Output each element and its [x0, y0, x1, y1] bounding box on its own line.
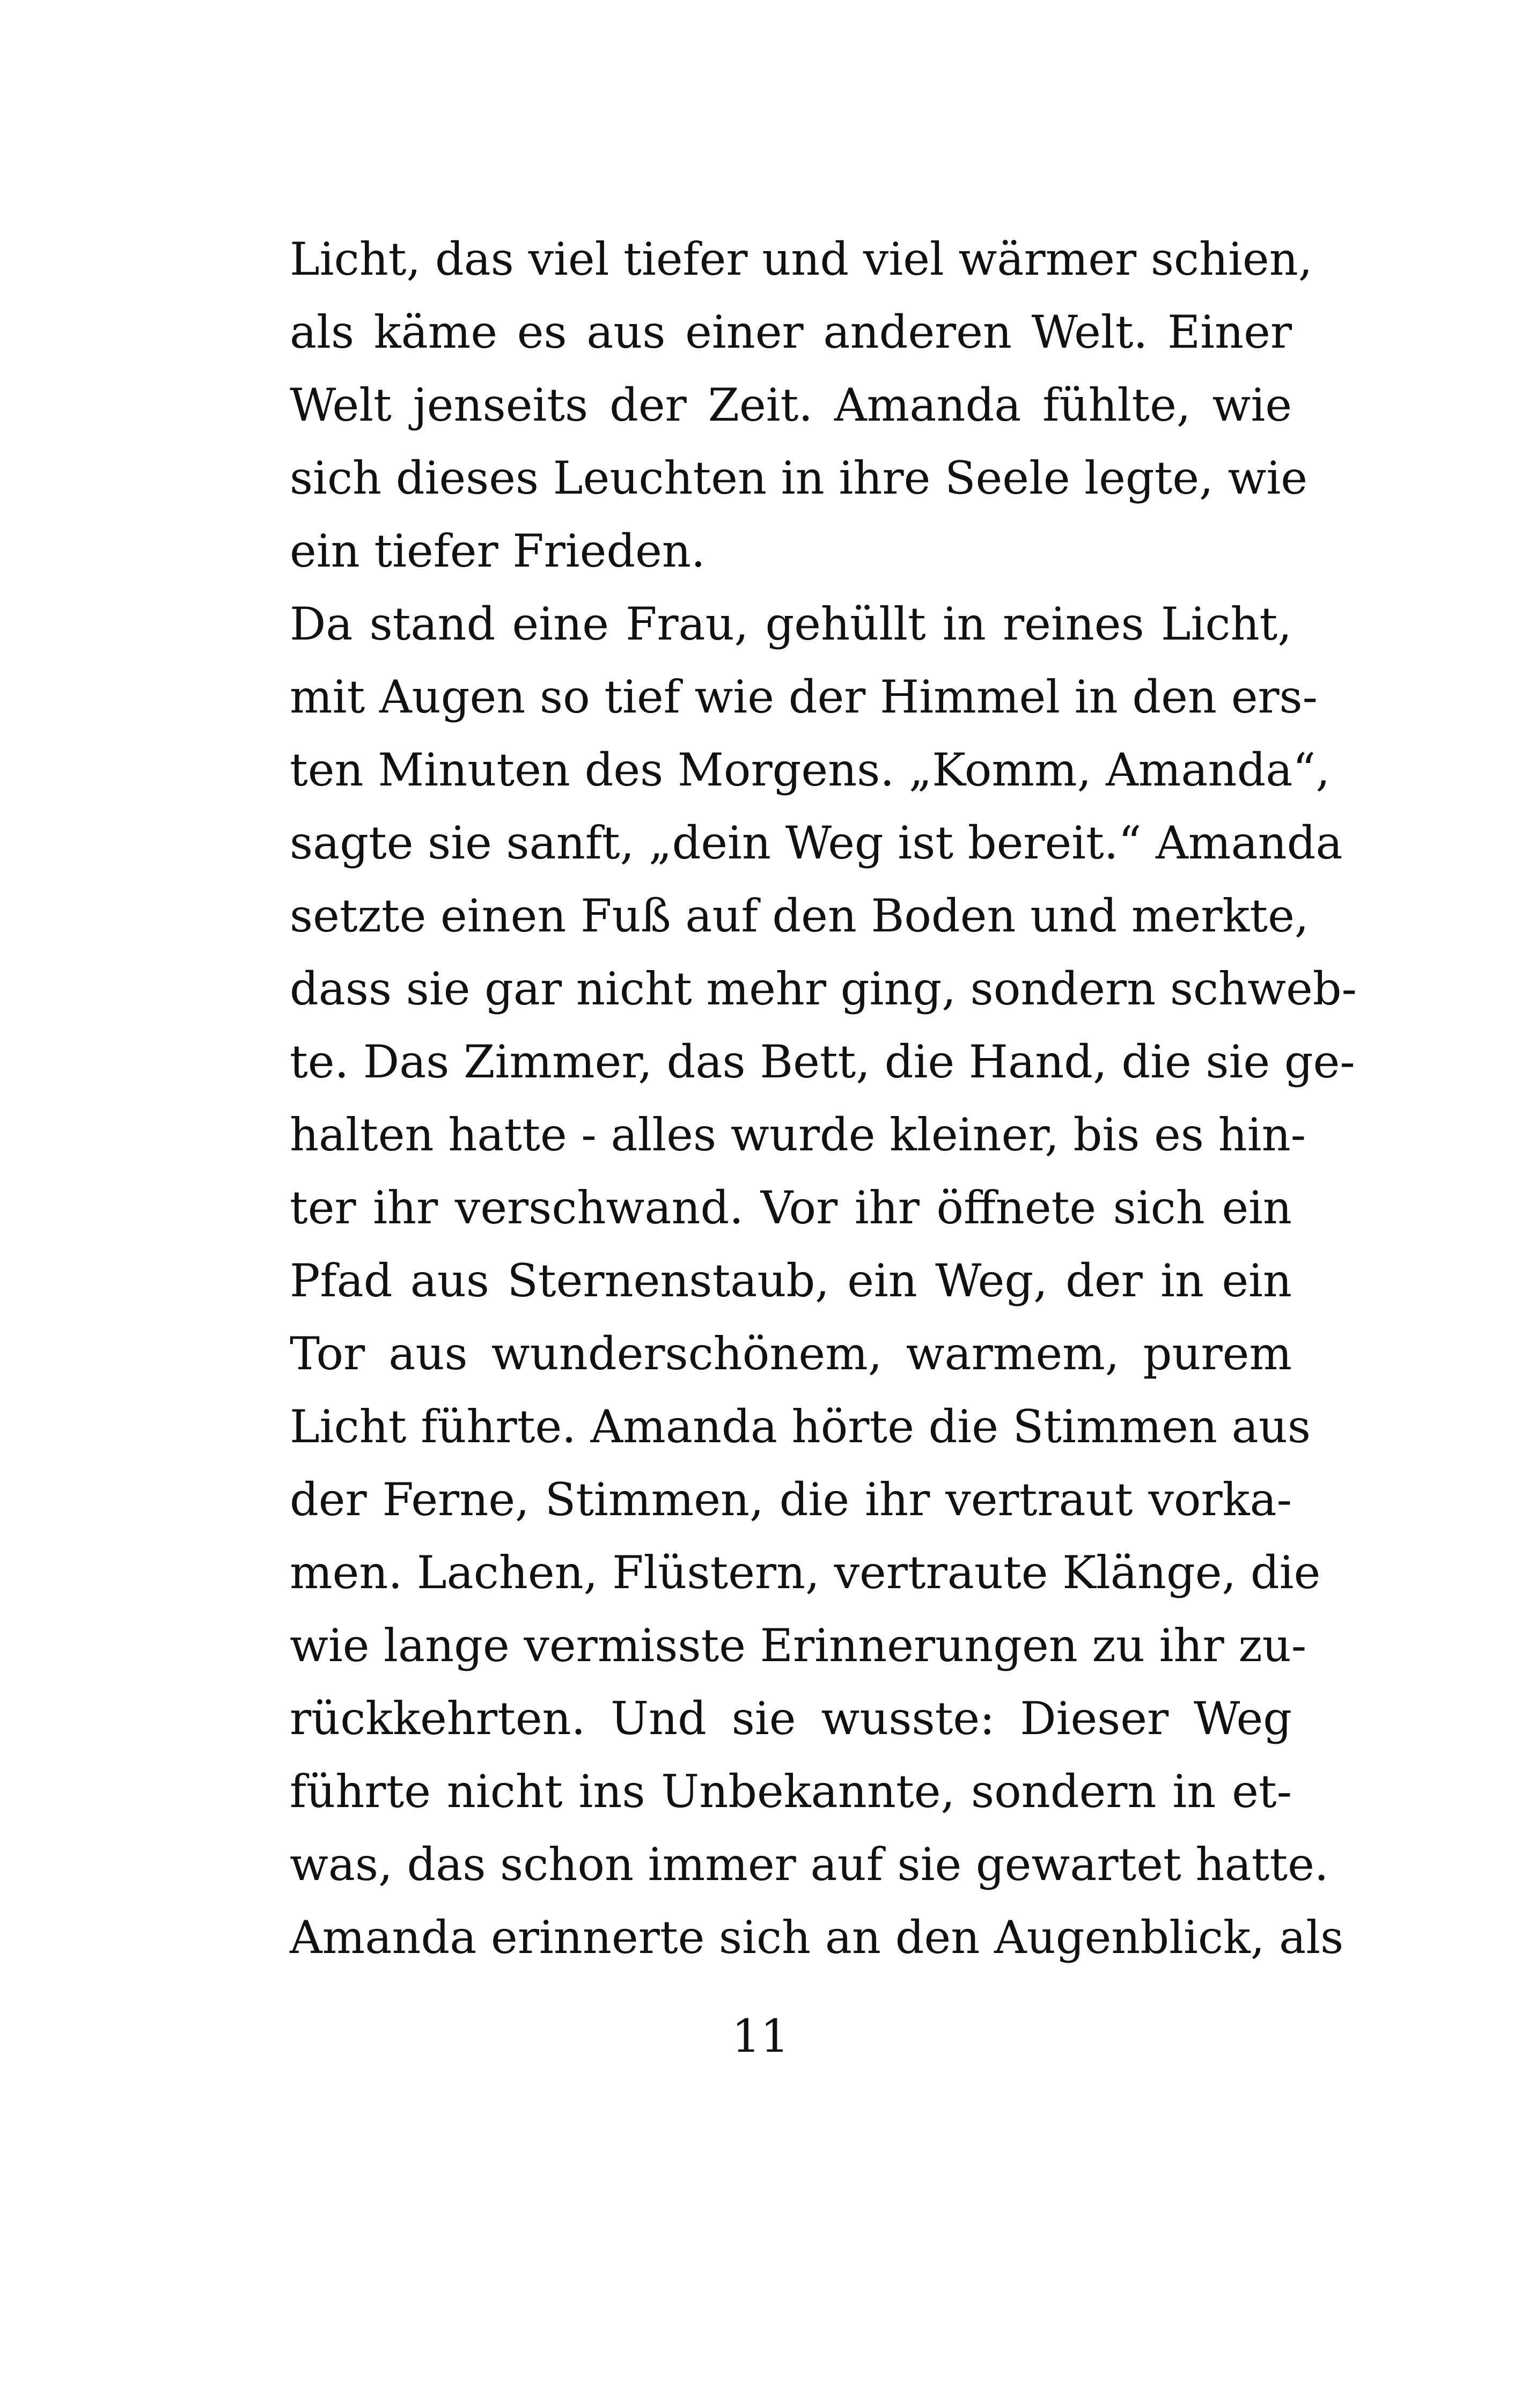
text-line: te. Das Zimmer, das Bett, die Hand, die sie ge- [290, 1036, 1355, 1088]
text-line: führte nicht ins Unbekannte, sondern in et- [290, 1765, 1292, 1818]
text-line: ter ihr verschwand. Vor ihr öffnete sich ein [290, 1181, 1292, 1234]
text-line: Da stand eine Frau, gehüllt in reines Licht, [290, 598, 1292, 650]
text-line: wie lange vermisste Erinnerungen zu ihr zu- [290, 1619, 1307, 1672]
text-line: der Ferne, Stimmen, die ihr vertraut vorka- [290, 1473, 1292, 1526]
text-line: rückkehrten. Und sie wusste: Dieser Weg [290, 1692, 1292, 1745]
text-line: sagte sie sanft, „dein Weg ist bereit.“ Amanda [290, 817, 1343, 869]
text-line: Amanda erinnerte sich an den Augenblick, als [290, 1911, 1344, 1964]
text-line: men. Lachen, Flüstern, vertraute Klänge, die [290, 1546, 1321, 1599]
text-line: Pfad aus Sternenstaub, ein Weg, der in ein [290, 1254, 1292, 1307]
text-line: was, das schon immer auf sie gewartet hatte. [290, 1838, 1329, 1891]
text-line: Licht, das viel tiefer und viel wärmer schien, [290, 233, 1313, 285]
text-line: Licht führte. Amanda hörte die Stimmen aus [290, 1400, 1311, 1453]
text-line: halten hatte - alles wurde kleiner, bis es hin- [290, 1108, 1306, 1161]
text-line: Welt jenseits der Zeit. Amanda fühlte, wie [290, 379, 1292, 431]
page-number: 11 [732, 2010, 789, 2062]
text-line: als käme es aus einer anderen Welt. Einer [290, 306, 1292, 358]
text-line: Tor aus wunderschönem, warmem, purem [290, 1327, 1292, 1380]
text-line: dass sie gar nicht mehr ging, sondern schweb- [290, 963, 1357, 1015]
text-line: ten Minuten des Morgens. „Komm, Amanda“, [290, 744, 1331, 796]
body-text [290, 223, 1357, 1974]
text-line: sich dieses Leuchten in ihre Seele legte, wie [290, 452, 1307, 504]
text-line: ein tiefer Frieden. [290, 525, 706, 577]
text-line: mit Augen so tief wie der Himmel in den ers- [290, 671, 1318, 723]
text-line: setzte einen Fuß auf den Boden und merkte, [290, 890, 1309, 942]
